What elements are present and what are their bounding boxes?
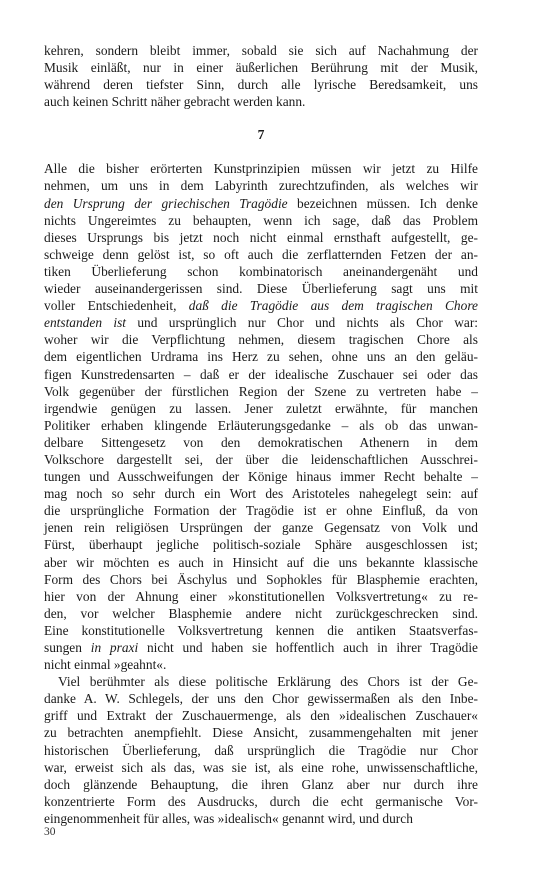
text-line [44,195,478,212]
text-run: bezeichnen müssen. Ich denke [287,195,478,211]
text-line [44,451,478,468]
text-line [44,383,478,400]
text-run: irgendwie genügen zu lassen. Jener zuletzt erwähnte, für manchen [44,400,478,416]
text-line [44,468,478,485]
text-run: Volk gegenüber der fürstlichen Region der Szene zu vertreten habe – [44,383,478,399]
text-line [44,519,478,536]
text-run: zu betrachten anempfiehlt. Diese Ansicht, zusammengehalten mit jener [44,725,478,741]
text-line [44,656,478,673]
text-run: figen Kunstredensarten – daß er der idealische Zuschauer sei oder das [44,366,478,382]
text-run: delbare Sittengesetz von den demokratischen Athenern in dem [44,434,478,450]
paragraph-main [44,160,478,673]
text-run: danke A. W. Schlegels, der uns den Chor gewissermaßen als den Inbe- [44,691,478,707]
text-line [44,160,478,177]
text-run: doch glänzende Behauptung, die ihren Glanz aber nur durch ihre [44,776,478,792]
book-page [44,42,478,827]
text-line [44,622,478,639]
paragraph-second [44,673,478,827]
text-run: voller Entschiedenheit, [44,298,189,314]
text-line [44,434,478,451]
text-run: nicht einmal »geahnt«. [44,657,167,673]
text-run: konzentrierte Form des Ausdrucks, durch die echt germanische Vor- [44,793,478,809]
text-line [44,177,478,194]
text-line [44,571,478,588]
text-run: während deren tiefster Sinn, durch alle lyrische Beredsamkeit, uns [44,77,478,93]
text-line [44,417,478,434]
text-run: tungen und Ausschweifungen der Könige hinaus immer Recht behalte – [44,469,478,485]
text-line [44,554,478,571]
text-run: Alle die bisher erörterten Kunstprinzipien müssen wir jetzt zu Hilfe [44,161,478,177]
text-line [44,673,478,690]
text-run: mag noch so sehr durch ein Wort des Aristoteles nahegelegt sein: auf [44,486,478,502]
text-run: Volkschore dargestellt sei, der über die leidenschaftlichen Ausschrei- [44,451,478,467]
text-run: Politiker erhaben klingende Erläuterungsgedanke – als ob das unwan- [44,417,478,433]
text-run: dieses Ursprungs bis jetzt noch nicht einmal ernsthaft aufgestellt, ge- [44,229,478,245]
text-run: nehmen, um uns in dem Labyrinth zurechtzufinden, als welches wir [44,178,478,194]
page-number: 30 [44,826,56,838]
text-line [44,776,478,793]
text-line [44,742,478,759]
text-line [44,605,478,622]
text-run: und ursprünglich nur Chor und nichts als Chor war: [126,315,478,331]
text-line [44,707,478,724]
text-run: Musik einläßt, nur in einer äußerlichen Berührung mit der Musik, [44,60,478,76]
text-run: tiken Überlieferung schon kombinatorisch aneinandergenäht und [44,263,478,279]
text-line [44,690,478,707]
text-line [44,759,478,776]
text-line [44,297,478,314]
text-line [44,485,478,502]
text-run: Viel berühmter als diese politische Erklärung des Chors ist der Ge- [58,674,478,690]
text-line [44,331,478,348]
text-run: historischen Überlieferung, daß ursprünglich die Tragödie nur Chor [44,742,478,758]
italic-text: entstanden ist [44,315,127,331]
italic-text: den Ursprung der griechischen Tragödie [44,195,288,211]
text-run: die ursprüngliche Formation der Tragödie ist er ohne Einfluß, da von [44,503,478,519]
text-line [44,348,478,365]
text-run: woher wir die Verpflichtung nehmen, diesem tragischen Chore als [44,332,478,348]
text-run: griff und Extrakt der Zuschauermenge, als den »idealischen Zuschauer« [44,708,478,724]
text-line [44,76,478,93]
text-run: wieder auseinandergerissen sind. Diese Überlieferung sagt uns mit [44,281,478,297]
text-line [44,42,478,59]
text-run: dem eigentlichen Urdrama ins Herz zu sehen, ohne uns an den geläu- [44,349,478,365]
text-run: jenen rein religiösen Ursprüngen der ganze Gegensatz von Volk und [44,520,478,536]
text-run: hier von der Ahnung einer »konstitutionellen Volksvertretung« zu re- [44,588,478,604]
text-line [44,366,478,383]
text-run: Fürst, überhaupt jegliche politisch-soziale Sphäre ausgeschlossen ist; [44,537,478,553]
text-line [44,229,478,246]
text-line [44,314,478,331]
text-line [44,246,478,263]
text-run: sungen [44,640,91,655]
text-line [44,793,478,810]
text-run: kehren, sondern bleibt immer, sobald sie sich auf Nachahmung der [44,43,478,58]
text-line [44,212,478,229]
text-run: Form des Chors bei Äschylus und Sophokles für Blasphemie erachten, [44,571,478,587]
text-run: schweige denn gelöst ist, so oft auch die zerflatternden Fetzen der an- [44,246,478,262]
text-run: Eine konstitutionelle Volksvertretung kennen die antiken Staatsverfas- [44,622,478,638]
text-line [44,280,478,297]
text-line [44,588,478,605]
text-line [44,639,478,656]
text-run: nicht und haben sie hoffentlich auch in ihrer Tragödie [138,640,478,655]
text-run: den, vor welcher Blasphemie andere nicht zurückgeschrecken sind. [44,605,478,621]
chapter-number: 7 [257,127,265,143]
text-run: eingenommenheit für alles, was »idealisch« genannt wird, und durch [44,810,413,826]
text-line [44,536,478,553]
text-line [44,93,478,110]
text-run: nichts Ungereimtes zu behaupten, wenn ich sage, daß das Problem [44,212,478,228]
text-run: war, erweist sich als das, was sie ist, als eine rohe, unwissenschaftliche, [44,759,478,775]
italic-text: daß die Tragödie aus dem tragischen Chore [188,298,478,314]
text-line [44,59,478,76]
text-line [44,810,478,827]
text-line [44,502,478,519]
text-run: aber wir möchten es auch in Hinsicht auf die uns bekannte klassische [44,554,478,570]
text-line [44,724,478,741]
text-line [44,263,478,280]
text-run: auch keinen Schritt näher gebracht werden kann. [44,94,306,110]
text-line [44,400,478,417]
paragraph-top [44,42,478,110]
italic-text: in praxi [90,640,139,655]
